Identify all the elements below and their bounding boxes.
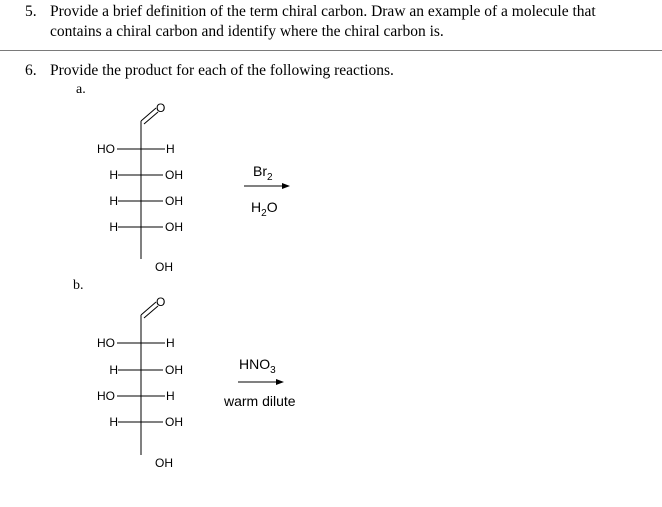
part-b-label: b. <box>73 278 84 293</box>
reagent-b-top-base: HNO <box>239 356 271 372</box>
reagent-a-top-base: Br <box>253 163 267 179</box>
reagent-b-top-sub: 3 <box>270 364 276 376</box>
row-4-right-a: OH <box>165 220 183 234</box>
reagent-b-top <box>239 356 276 376</box>
row-1-right-a: H <box>166 142 175 156</box>
row-1-left-a: HO <box>97 142 115 156</box>
aldehyde-oxygen-b: O <box>156 295 166 309</box>
bottom-oh-b: OH <box>155 456 173 470</box>
bottom-oh-a: OH <box>155 260 173 274</box>
row-4-left-b: H <box>109 415 118 429</box>
row-1-right-b: H <box>166 336 175 350</box>
row-4-left-a: H <box>109 220 118 234</box>
part-a-label: a. <box>76 82 86 97</box>
row-3-right-b: H <box>166 389 175 403</box>
row-3-left-a: H <box>109 194 118 208</box>
question-6-text: Provide the product for each of the following reactions. <box>50 62 394 79</box>
question-5-number: 5. <box>25 3 37 20</box>
aldehyde-bond-b <box>141 302 156 315</box>
question-6-number: 6. <box>25 62 37 79</box>
row-2-left-b: H <box>109 363 118 377</box>
row-2-left-a: H <box>109 168 118 182</box>
aldehyde-oxygen-a: O <box>156 101 166 115</box>
reagent-a-bottom-tail: O <box>266 199 278 215</box>
reagent-a-top-sub: 2 <box>267 171 273 183</box>
reagent-b-bottom: warm dilute <box>224 393 296 409</box>
row-4-right-b: OH <box>165 415 183 429</box>
row-3-left-b: HO <box>97 389 115 403</box>
reagent-a-bottom-base: H <box>251 199 262 215</box>
row-2-right-b: OH <box>165 363 183 377</box>
row-2-right-a: OH <box>165 168 183 182</box>
row-1-left-b: HO <box>97 336 115 350</box>
reaction-arrow-b <box>238 377 288 387</box>
row-3-right-a: OH <box>165 194 183 208</box>
question-5-line-2: contains a chiral carbon and identify where the chiral carbon is. <box>50 23 444 40</box>
reagent-a-bottom-sub: 2 <box>261 207 267 219</box>
question-5-line-1: Provide a brief definition of the term chiral carbon. Draw an example of a molecule that <box>50 3 596 20</box>
